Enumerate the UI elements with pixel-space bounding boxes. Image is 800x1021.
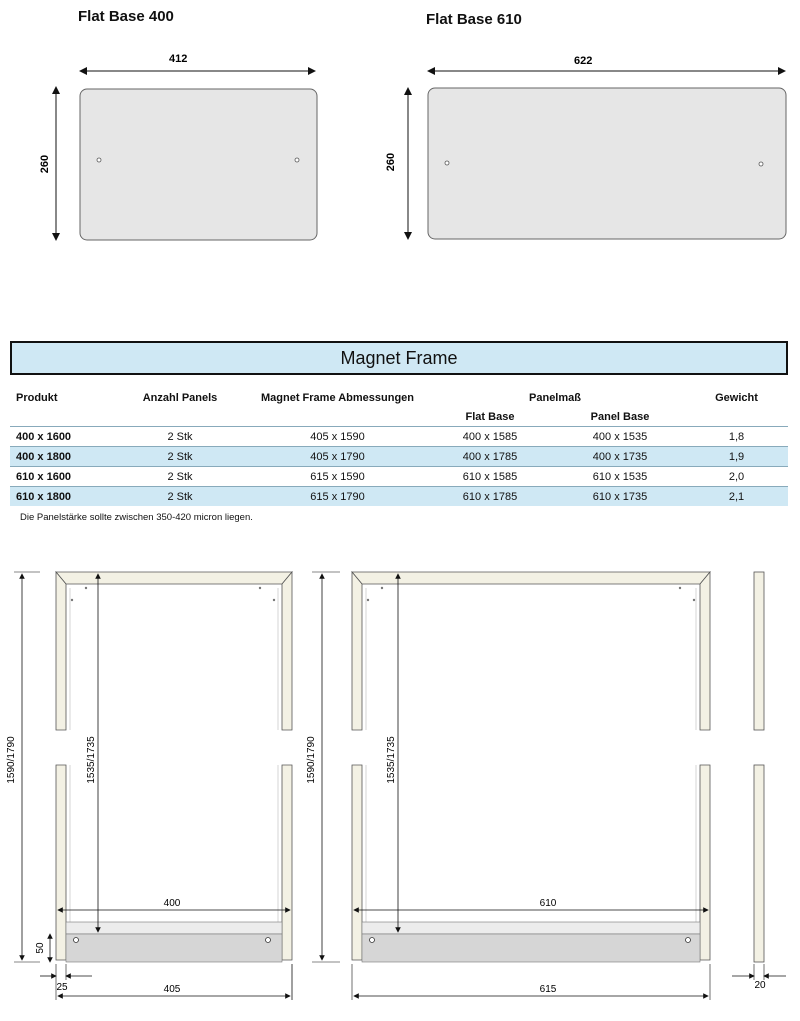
frame-610-base-top xyxy=(362,922,700,934)
frame-610-right-upper xyxy=(700,572,710,730)
th-anzahl: Anzahl Panels xyxy=(142,391,218,404)
frame-610 xyxy=(306,572,710,1000)
plate-title-400: Flat Base 400 xyxy=(78,8,174,25)
frame-610-height-label: 1590/1790 xyxy=(306,736,317,784)
cell-panel-base: 610 x 1735 xyxy=(555,487,685,507)
frame-400-inner-height-label: 1535/1735 xyxy=(86,736,97,784)
spec-table xyxy=(10,388,788,506)
frame-610-inner-height-label: 1535/1735 xyxy=(386,736,397,784)
plate-610-hole-right xyxy=(759,162,763,166)
th-panel-base: Panel Base xyxy=(590,410,650,423)
frame-400-left-upper xyxy=(56,572,66,730)
frame-400-base xyxy=(66,934,282,962)
plate-610-hole-left xyxy=(445,161,449,165)
frame-400-right-upper xyxy=(282,572,292,730)
cell-gewicht: 1,8 xyxy=(685,427,788,447)
plate-610-width-label: 622 xyxy=(574,55,593,67)
cell-anzahl: 2 Stk xyxy=(110,447,250,467)
side-profile-upper xyxy=(754,572,764,730)
frame-400-base-label: 50 xyxy=(35,942,46,954)
frame-610-inner-width-label: 610 xyxy=(539,898,557,909)
magnet-frames-drawing xyxy=(0,560,800,1021)
cell-produkt: 400 x 1800 xyxy=(10,447,110,467)
cell-produkt: 610 x 1600 xyxy=(10,467,110,487)
table-row xyxy=(10,487,788,507)
cell-abmessungen: 405 x 1790 xyxy=(250,447,425,467)
cell-anzahl: 2 Stk xyxy=(110,467,250,487)
cell-panel-base: 400 x 1735 xyxy=(555,447,685,467)
frame-400-edge-label: 25 xyxy=(56,982,68,993)
plate-400-height-label: 260 xyxy=(39,154,51,174)
side-profile xyxy=(732,572,786,991)
cell-flat-base: 400 x 1785 xyxy=(425,447,555,467)
th-panelmass: Panelmaß xyxy=(529,391,581,404)
cell-anzahl: 2 Stk xyxy=(110,427,250,447)
plate-400-hole-left xyxy=(97,158,101,162)
frame-610-left-upper xyxy=(352,572,362,730)
th-gewicht: Gewicht xyxy=(715,391,758,404)
frame-400-height-label: 1590/1790 xyxy=(6,736,17,784)
table-row xyxy=(10,427,788,447)
frame-610-base xyxy=(362,934,700,962)
side-profile-lower xyxy=(754,765,764,962)
cell-abmessungen: 405 x 1590 xyxy=(250,427,425,447)
cell-flat-base: 610 x 1585 xyxy=(425,467,555,487)
th-flat-base: Flat Base xyxy=(465,410,515,423)
plate-610-shape xyxy=(428,88,786,239)
th-abmessungen: Magnet Frame Abmessungen xyxy=(260,391,414,404)
plate-title-610: Flat Base 610 xyxy=(426,11,522,28)
cell-flat-base: 400 x 1585 xyxy=(425,427,555,447)
frame-610-top-bar xyxy=(352,572,710,584)
frame-610-left-lower xyxy=(352,765,362,960)
flat-base-plates-drawing xyxy=(0,40,800,250)
frame-400-top-bar xyxy=(56,572,292,584)
plate-400-hole-right xyxy=(295,158,299,162)
table-row xyxy=(10,447,788,467)
frame-400-outer-width-label: 405 xyxy=(163,984,181,995)
plate-400-width-label: 412 xyxy=(169,53,188,65)
cell-flat-base: 610 x 1785 xyxy=(425,487,555,507)
table-header-row xyxy=(10,388,788,407)
cell-gewicht: 2,0 xyxy=(685,467,788,487)
plate-610-height-label: 260 xyxy=(385,152,397,172)
side-profile-depth-label: 20 xyxy=(754,980,766,991)
panel-thickness-note: Die Panelstärke sollte zwischen 350-420 micron liegen. xyxy=(20,512,253,523)
cell-abmessungen: 615 x 1790 xyxy=(250,487,425,507)
frame-610-outer-width-label: 615 xyxy=(539,984,557,995)
th-produkt: Produkt xyxy=(16,391,58,404)
plate-400 xyxy=(39,53,317,240)
cell-panel-base: 610 x 1535 xyxy=(555,467,685,487)
table-subheader-row xyxy=(10,407,788,427)
cell-anzahl: 2 Stk xyxy=(110,487,250,507)
cell-produkt: 610 x 1800 xyxy=(10,487,110,507)
cell-panel-base: 400 x 1535 xyxy=(555,427,685,447)
plate-610 xyxy=(385,55,786,239)
magnet-frame-title: Magnet Frame xyxy=(10,341,788,375)
frame-400-inner-width-label: 400 xyxy=(163,898,181,909)
table-row xyxy=(10,467,788,487)
frame-400-right-lower xyxy=(282,765,292,960)
cell-gewicht: 2,1 xyxy=(685,487,788,507)
plate-400-shape xyxy=(80,89,317,240)
cell-produkt: 400 x 1600 xyxy=(10,427,110,447)
frame-400-left-lower xyxy=(56,765,66,960)
frame-610-right-lower xyxy=(700,765,710,960)
cell-abmessungen: 615 x 1590 xyxy=(250,467,425,487)
cell-gewicht: 1,9 xyxy=(685,447,788,467)
frame-400 xyxy=(6,572,292,1000)
